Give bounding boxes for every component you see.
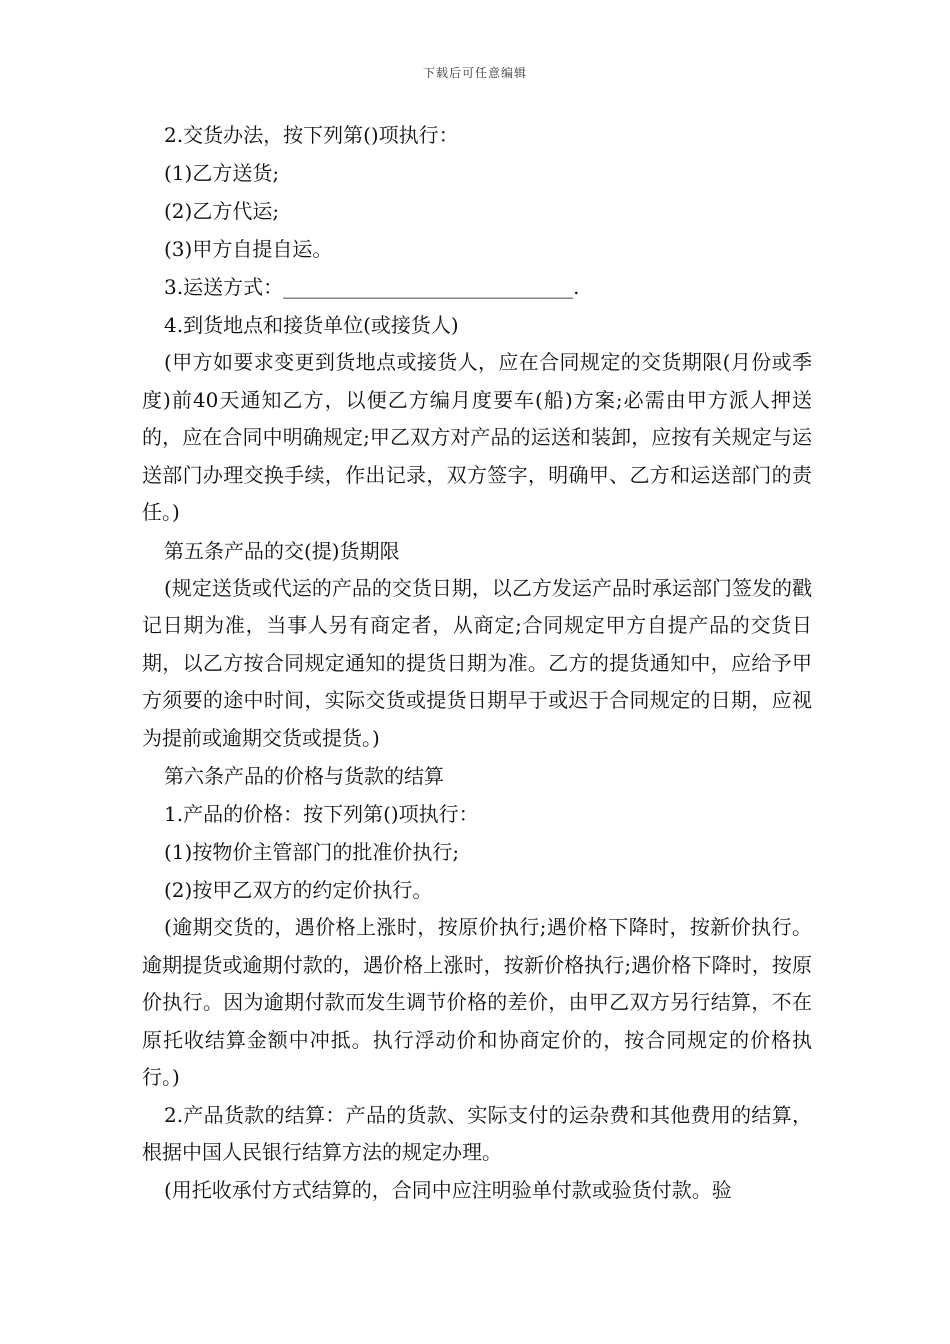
paragraph: (3)甲方自提自运。 — [164, 237, 333, 261]
section-heading: 第六条产品的价格与货款的结算 — [164, 764, 444, 788]
paragraph: 2.产品货款的结算：产品的货款、实际支付的运杂费和其他费用的结算，根据中国人民银行结算方法的规定办理。 — [142, 1102, 812, 1164]
document-body — [142, 116, 812, 1209]
paragraph: 1.产品的价格：按下列第()项执行： — [164, 802, 479, 826]
page-header: 下载后可任意编辑 — [422, 66, 527, 80]
paragraph: (逾期交货的，遇价格上涨时，按原价执行;遇价格下降时，按新价执行。逾期提货或逾期付款的，遇价格上涨时，按新价格执行;遇价格下降时，按原价执行。因为逾期付款而发生调节价格的差价，由甲乙双方另行结算，不在原托收结算金额中冲抵。执行浮动价和协商定价的，按合同规定的价格执行。) — [142, 915, 812, 1089]
paragraph: 2.交货办法，按下列第()项执行： — [164, 123, 459, 147]
paragraph: 4.到货地点和接货单位(或接货人) — [164, 313, 459, 337]
paragraph: (1)按物价主管部门的批准价执行; — [164, 840, 460, 864]
paragraph: (2)乙方代运; — [164, 199, 280, 223]
paragraph: (1)乙方送货; — [164, 161, 280, 185]
paragraph: (规定送货或代运的产品的交货日期，以乙方发运产品时承运部门签发的戳记日期为准，当事人另有商定者，从商定;合同规定甲方自提产品的交货日期，以乙方按合同规定通知的提货日期为准。乙方的提货通知中，应给予甲方须要的途中时间，实际交货或提货日期早于或迟于合同规定的日期，应视为提前或逾期交货或提货。) — [142, 575, 812, 750]
paragraph: 3.运送方式：_____________________________. — [164, 275, 580, 299]
paragraph: (2)按甲乙双方的约定价执行。 — [164, 878, 433, 902]
paragraph: (甲方如要求变更到货地点或接货人，应在合同规定的交货期限(月份或季度)前40天通知乙方，以便乙方编月度要车(船)方案;必需由甲方派人押送的，应在合同中明确规定;甲乙双方对产品的运送和装卸，应按有关规定与运送部门办理交换手续，作出记录，双方签字，明确甲、乙方和运送部门的责任。) — [142, 350, 812, 524]
section-heading: 第五条产品的交(提)货期限 — [164, 538, 400, 563]
paragraph: (用托收承付方式结算的，合同中应注明验单付款或验货付款。验 — [164, 1177, 732, 1202]
